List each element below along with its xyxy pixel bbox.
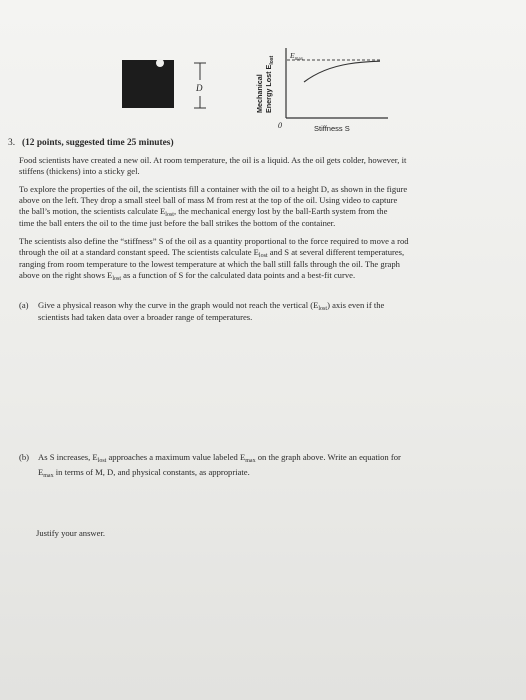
part-a-line-2: scientists had taken data over a broader range of temperatures. (38, 312, 253, 322)
stiffness-line-1: The scientists also define the “stiffness” S of the oil as a quantity proportional to the force required to move a rod (19, 236, 409, 246)
stiffness-line-4: above on the right shows $E_{lost}$ as a function of S for the calculated data points and a best-fit curve. (19, 270, 356, 282)
figure-area (0, 0, 526, 140)
height-label: D (196, 83, 203, 93)
part-b-label: (b) (19, 452, 30, 462)
x-axis-label: Stiffness S (314, 124, 350, 133)
origin-label: 0 (278, 121, 282, 130)
intro-line-2: stiffens (thickens) into a sticky gel. (19, 166, 140, 176)
question-number: 3. (8, 138, 16, 148)
y-axis-label (255, 55, 275, 113)
setup-line-1: To explore the properties of the oil, the scientists fill a container with the oil to a height D, as shown in the figure (19, 184, 408, 194)
part-a-label: (a) (19, 300, 29, 310)
setup-line-4: time the ball enters the oil to the time just before the ball strikes the bottom of the container. (19, 218, 336, 228)
setup-line-3: the ball’s motion, the scientists calculate $E_{lost}$, the mechanical energy lost by the ball-Earth system from the (19, 206, 388, 218)
steel-ball (156, 59, 164, 67)
justify-prompt: Justify your answer. (36, 528, 105, 538)
stiffness-line-3: ranging from room temperature to the lowest temperature at which the ball still falls through the oil. The graph (19, 259, 400, 269)
svg-text:Energy Lost Elost: Energy Lost $E_{lost}$ (264, 55, 275, 113)
figure-svg (0, 0, 526, 140)
oil-container (122, 60, 174, 108)
intro-line-1: Food scientists have created a new oil. At room temperature, the oil is a liquid. As the oil gets colder, however, it (19, 155, 407, 165)
stiffness-line-2: through the oil at a standard constant speed. The scientists calculate $E_{lost}$ and S at several different temperatures, (19, 247, 405, 259)
emax-label: $E_{max}$ (290, 51, 304, 62)
part-b-line-1: As S increases, $E_{lost}$ approaches a maximum value labeled $E_{max}$ on the graph above. Write an equation for (38, 452, 401, 464)
svg-text:Mechanical: Mechanical (255, 74, 264, 113)
part-b-line-2: $E_{max}$ in terms of M, D, and physical constants, as appropriate. (38, 467, 250, 479)
question-header: (12 points, suggested time 25 minutes) (22, 138, 174, 148)
part-a-line-1: Give a physical reason why the curve in the graph would not reach the vertical $(E_{lost})$ axis even if the (38, 300, 385, 312)
best-fit-curve (304, 61, 380, 82)
setup-line-2: above on the left. They drop a small steel ball of mass M from rest at the top of the oil. Using video to capture (19, 195, 398, 205)
